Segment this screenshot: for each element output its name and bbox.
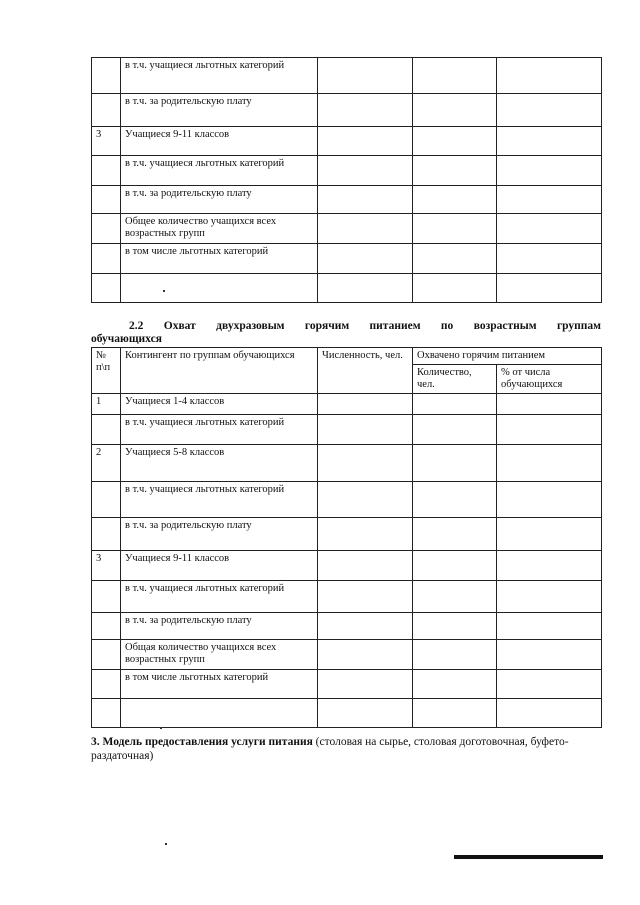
table-cell — [413, 58, 497, 94]
table-cell — [121, 670, 318, 699]
footer-rule — [454, 855, 603, 859]
row-label: Учащиеся 5-8 классов — [125, 447, 225, 458]
table-row — [92, 274, 602, 303]
row-label: в т.ч. за родительскую плату — [125, 96, 252, 107]
table-cell — [497, 274, 602, 303]
table-row — [92, 186, 602, 214]
table-cell — [92, 518, 121, 551]
table-cell — [413, 640, 497, 670]
table-cell — [497, 415, 602, 445]
table-cell — [413, 156, 497, 186]
table-cell — [121, 518, 318, 551]
table-cell — [121, 214, 318, 244]
table-cell — [92, 58, 121, 94]
table-cell — [92, 640, 121, 670]
table-cell — [121, 94, 318, 127]
table-row — [92, 581, 602, 613]
table-cell — [121, 394, 318, 415]
row-label: в т.ч. учащиеся льготных категорий — [125, 60, 285, 71]
scan-speck — [160, 727, 162, 729]
row-number: 2 — [92, 445, 121, 482]
row-label: Учащиеся 9-11 классов — [125, 553, 230, 564]
table-cell — [121, 156, 318, 186]
table-cell — [92, 274, 121, 303]
table-cell — [497, 58, 602, 94]
table-row — [92, 127, 602, 156]
table-cell — [121, 415, 318, 445]
table-cell — [413, 244, 497, 274]
table-cell — [497, 699, 602, 728]
table-cell — [92, 581, 121, 613]
heading-line: 2.2 Охват двухразовым горячим питанием по возрастным группам — [129, 320, 601, 332]
table-row — [92, 518, 602, 551]
table-cell — [497, 640, 602, 670]
table-cell — [413, 186, 497, 214]
hot-meal-coverage-table — [91, 347, 602, 728]
table-cell — [121, 58, 318, 94]
table-cell — [497, 186, 602, 214]
table-cell — [121, 482, 318, 518]
row-label: в т.ч. учащиеся льготных категорий — [125, 583, 285, 594]
table-row — [92, 445, 602, 482]
table-cell — [413, 581, 497, 613]
table-cell — [121, 186, 318, 214]
table-cell — [497, 613, 602, 640]
scan-speck — [165, 843, 167, 845]
table-cell — [413, 445, 497, 482]
table-cell — [318, 58, 413, 94]
table-cell — [318, 551, 413, 581]
row-label: в т.ч. учащиеся льготных категорий — [125, 417, 285, 428]
table-cell — [121, 640, 318, 670]
table-cell — [92, 699, 121, 728]
section-3-paragraph — [91, 735, 603, 763]
row-label: Учащиеся 9-11 классов — [125, 129, 230, 140]
table-cell — [497, 156, 602, 186]
table-cell — [121, 244, 318, 274]
table-cell — [318, 186, 413, 214]
row-label: в том числе льготных категорий — [125, 246, 269, 257]
table-cell — [318, 613, 413, 640]
table-cell — [121, 551, 318, 581]
table-row — [92, 214, 602, 244]
table-cell — [92, 415, 121, 445]
table-row — [92, 94, 602, 127]
row-label: в т.ч. за родительскую плату — [125, 520, 252, 531]
table-cell — [318, 581, 413, 613]
table-cell — [121, 699, 318, 728]
row-label: в т.ч. учащиеся льготных категорий — [125, 484, 285, 495]
table-row — [92, 482, 602, 518]
row-label: Общее количество учащихся всех возрастных групп — [125, 216, 277, 239]
table-cell — [413, 274, 497, 303]
table-cell — [497, 518, 602, 551]
table-header-row — [92, 348, 602, 365]
section-3-title: 3. Модель предоставления услуги питания — [91, 736, 313, 748]
table-cell — [318, 518, 413, 551]
row-label: в том числе льготных категорий — [125, 672, 269, 683]
table-cell — [318, 640, 413, 670]
table-cell — [318, 670, 413, 699]
row-label: Общая количество учащихся всех возрастных групп — [125, 642, 277, 665]
table-cell — [497, 244, 602, 274]
row-label: в т.ч. за родительскую плату — [125, 188, 252, 199]
table-row — [92, 699, 602, 728]
table-cell — [413, 551, 497, 581]
table-cell — [413, 394, 497, 415]
table-cell — [413, 699, 497, 728]
header-contingent: Контингент по группам обучающихся — [121, 348, 318, 394]
header-percent: % от числа обучающихся — [497, 365, 602, 394]
table-row — [92, 640, 602, 670]
header-number: № п\п — [92, 348, 121, 394]
table-row — [92, 394, 602, 415]
table-cell — [92, 94, 121, 127]
table-cell — [121, 613, 318, 640]
table-cell — [497, 445, 602, 482]
header-quantity: Количество, чел. — [413, 365, 497, 394]
table-row — [92, 670, 602, 699]
header-count: Численность, чел. — [318, 348, 413, 394]
heading-line: обучающихся — [91, 333, 162, 345]
table-cell — [318, 394, 413, 415]
table-cell — [318, 445, 413, 482]
contingent-table-continued — [91, 57, 602, 303]
table-cell — [497, 670, 602, 699]
table-cell — [318, 214, 413, 244]
table-cell — [413, 127, 497, 156]
table-cell — [413, 670, 497, 699]
table-row — [92, 156, 602, 186]
table-cell — [92, 186, 121, 214]
table-cell — [413, 415, 497, 445]
table-row — [92, 613, 602, 640]
table-cell — [92, 214, 121, 244]
table-row — [92, 58, 602, 94]
table-row — [92, 244, 602, 274]
row-number: 3 — [92, 551, 121, 581]
table-cell — [318, 415, 413, 445]
row-number: 1 — [92, 394, 121, 415]
table-cell — [318, 482, 413, 518]
table-cell — [413, 482, 497, 518]
table-cell — [497, 94, 602, 127]
table-cell — [497, 394, 602, 415]
table-cell — [413, 94, 497, 127]
table-cell — [497, 214, 602, 244]
table-cell — [413, 613, 497, 640]
table-cell — [121, 274, 318, 303]
table-cell — [318, 699, 413, 728]
table-cell — [413, 214, 497, 244]
table-cell — [92, 482, 121, 518]
table-cell — [497, 482, 602, 518]
row-label: Учащиеся 1-4 классов — [125, 396, 225, 407]
row-label: в т.ч. учащиеся льготных категорий — [125, 158, 285, 169]
section-heading-2-2 — [91, 320, 601, 346]
table-cell — [318, 274, 413, 303]
table-cell — [92, 670, 121, 699]
table-cell — [92, 613, 121, 640]
table-row — [92, 551, 602, 581]
scan-speck — [163, 290, 165, 292]
row-number: 3 — [92, 127, 121, 156]
header-covered: Охвачено горячим питанием — [413, 348, 602, 365]
table-cell — [318, 127, 413, 156]
table-cell — [121, 127, 318, 156]
table-cell — [121, 445, 318, 482]
table-cell — [121, 581, 318, 613]
table-cell — [92, 156, 121, 186]
table-cell — [318, 244, 413, 274]
row-label: в т.ч. за родительскую плату — [125, 615, 252, 626]
table-cell — [318, 156, 413, 186]
table-cell — [413, 518, 497, 551]
table-cell — [497, 127, 602, 156]
table-row — [92, 415, 602, 445]
table-cell — [497, 581, 602, 613]
table-cell — [92, 244, 121, 274]
table-cell — [497, 551, 602, 581]
section-3-text: (столовая на сырье, столовая доготовочная, буфето-раздаточная) — [91, 736, 569, 762]
table-cell — [318, 94, 413, 127]
